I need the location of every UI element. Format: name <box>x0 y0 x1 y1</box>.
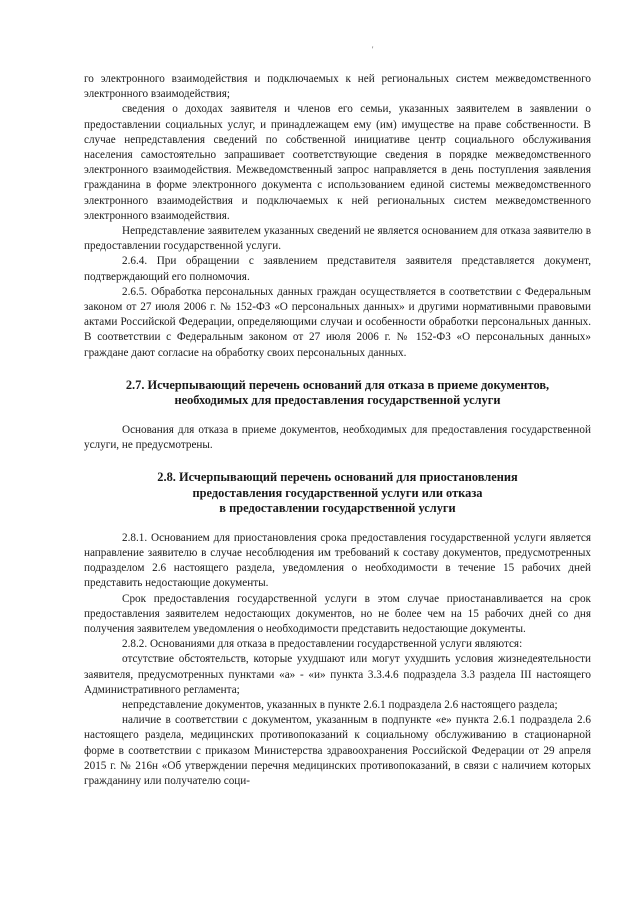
document-body <box>84 72 591 789</box>
section-heading-2-8 <box>84 470 591 517</box>
paragraph: сведения о доходах заявителя и членов его семьи, указанных заявителем в заявлении о предоставлении социальных услуг, и принадлежащем ему (им) имуществе на праве собственности. В случае непредставления сведений по собственной инициативе центр социального обслуживания населения самостоятельно запрашивает соответствующие сведения в порядке межведомственного электронного взаимодействия. Межведомственный запрос направляется в день поступления заявления гражданина в форме электронного документа с использованием единой системы межведомственного электронного взаимодействия и подключаемых к ней региональных систем межведомственного электронного взаимодействия. <box>84 103 591 222</box>
paragraph: 2.6.4. При обращении с заявлением представителя заявителя представляется документ, подтверждающий его полномочия. <box>84 255 591 283</box>
section-heading-2-7 <box>84 378 591 409</box>
paragraph: наличие в соответствии с документом, указанным в подпункте «е» пункта 2.6.1 подраздела 2.6 настоящего раздела, медицинских противопоказаний к социальному обслуживанию в стационарной форме в соответствии с приказом Министерства здравоохранения Российской Федерации от 29 апреля 2015 г. № 216н «Об утверждении перечня медицинских противопоказаний, в связи с наличием которых гражданину или получателю соци- <box>84 714 591 788</box>
heading-line: необходимых для предоставления государственной услуги <box>174 393 501 408</box>
paragraph: Основания для отказа в приеме документов, необходимых для предоставления государственной услуги, не предусмотрены. <box>84 423 591 452</box>
paragraph: го электронного взаимодействия и подключаемых к ней региональных систем межведомственного электронного взаимодействия; <box>84 73 591 101</box>
heading-line: 2.8. Исчерпывающий перечень оснований для приостановления <box>157 470 518 485</box>
paragraph: 2.8.1. Основанием для приостановления срока предоставления государственной услуги является направление заявителю в случае несоблюдения им требований к составу документов, предусмотренных подразделом 2.6 настоящего раздела, уведомления о необходимости в течение 15 рабочих дней представить недостающие документы. <box>84 531 591 590</box>
paragraph: непредставление документов, указанных в пункте 2.6.1 подраздела 2.6 настоящего раздела; <box>122 699 558 711</box>
heading-line: 2.7. Исчерпывающий перечень оснований для отказа в приеме документов, <box>125 377 550 392</box>
paragraph: отсутствие обстоятельств, которые ухудшают или могут ухудшить условия жизнедеятельности заявителя, предусмотренных пунктами «а» - «и» пункта 3.3.4.6 подраздела 3.3 раздела III настоящего Административного регламента; <box>84 653 591 696</box>
heading-line: в предоставлении государственной услуги <box>219 501 456 516</box>
paragraph: 2.6.5. Обработка персональных данных граждан осуществляется в соответствии с Федеральным законом от 27 июля 2006 г. № 152-ФЗ «О персональных данных» и другими нормативными правовыми актами Российской Федерации, определяющими случаи и особенности обработки персональных данных. В соответствии с Федеральным законом от 27 июля 2006 г. № 152-ФЗ «О персональных данных» граждане дают согласие на обработку своих персональных данных. <box>84 285 591 359</box>
paragraph: 2.8.2. Основаниями для отказа в предоставлении государственной услуги являются: <box>122 638 523 651</box>
paragraph: Непредставление заявителем указанных сведений не является основанием для отказа заявителю в предоставлении государственной услуги. <box>84 225 591 253</box>
page-mark: ' <box>372 45 374 54</box>
heading-line: предоставления государственной услуги или отказа <box>192 485 483 500</box>
paragraph: Срок предоставления государственной услуги в этом случае приостанавливается на срок предоставления заявителем недостающих документов, но не более чем на 15 рабочих дней со дня получения заявителем уведомления о необходимости представить недостающие документы. <box>84 592 591 635</box>
